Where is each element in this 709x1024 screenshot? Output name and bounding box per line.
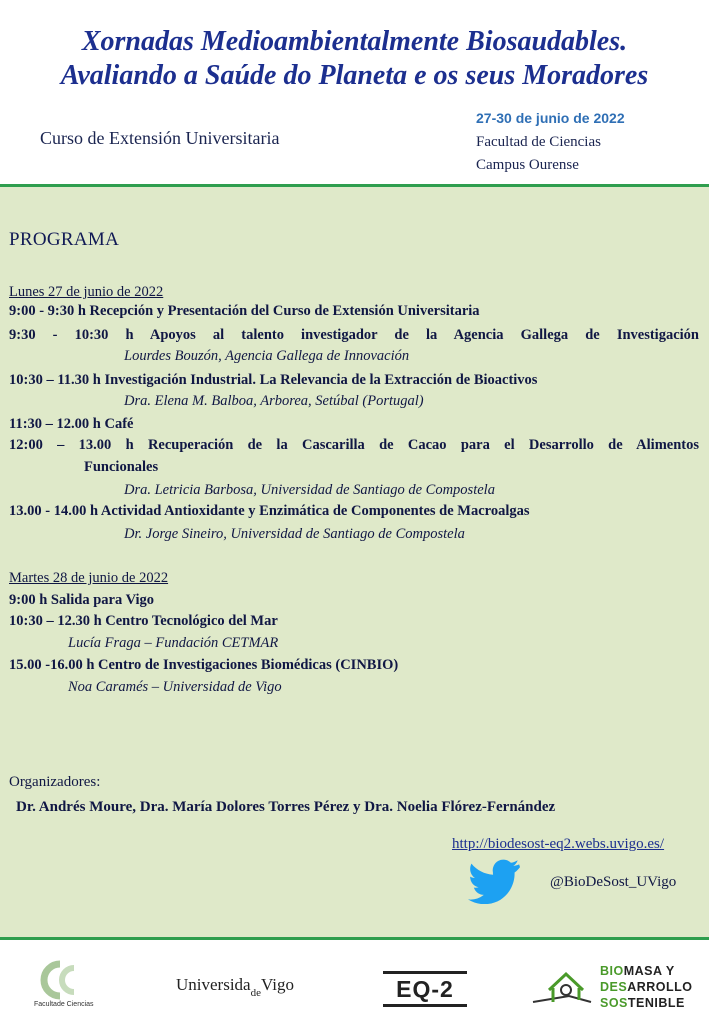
venue-line-2: Campus Ourense bbox=[476, 157, 579, 173]
tuesday-heading: Martes 28 de junio de 2022 bbox=[9, 570, 169, 586]
organizers-names: Dr. Andrés Moure, Dra. María Dolores Torres Pérez y Dra. Noelia Flórez-Fernández bbox=[16, 799, 556, 815]
tuesday-speaker-2: Lucía Fraga – Fundación CETMAR bbox=[68, 635, 279, 651]
faculty-logo-text: Facultade Ciencias bbox=[34, 1001, 94, 1008]
monday-item-2: 9:30 - 10:30 h Apoyos al talento investigador de la Agencia Gallega de Investigación bbox=[9, 327, 699, 343]
website-link[interactable]: http://biodesost-eq2.webs.uvigo.es/ bbox=[452, 836, 665, 852]
bottom-divider bbox=[0, 937, 709, 940]
tuesday-item-3: 15.00 -16.00 h Centro de Investigaciones Biomédicas (CINBIO) bbox=[9, 657, 399, 673]
biomasa-house-icon bbox=[529, 968, 599, 1011]
eq2-logo: EQ-2 bbox=[383, 971, 467, 1007]
monday-item-3: 10:30 – 11.30 h Investigación Industrial. La Relevancia de la Extracción de Bioactivos bbox=[9, 372, 538, 388]
biomasa-line-3: SOSTENIBLE bbox=[600, 996, 685, 1010]
monday-heading: Lunes 27 de junio de 2022 bbox=[9, 284, 164, 300]
monday-item-4: 11:30 – 12.00 h Café bbox=[9, 416, 134, 432]
monday-item-1: 9:00 - 9:30 h Recepción y Presentación del Curso de Extensión Universitaria bbox=[9, 303, 480, 319]
faculty-logo bbox=[38, 960, 84, 1005]
uvigo-logo: Universida$_{de}$Vigo bbox=[176, 975, 294, 999]
twitter-handle[interactable]: @BioDeSost_UVigo bbox=[550, 874, 677, 890]
event-title-line-1: Xornadas Medioambientalmente Biosaudables. bbox=[81, 26, 628, 57]
biomasa-line-1: BIOMASA Y bbox=[600, 964, 675, 978]
tuesday-speaker-3: Noa Caramés – Universidad de Vigo bbox=[68, 679, 282, 695]
event-title-line-2: Avaliando a Saúde do Planeta e os seus Moradores bbox=[60, 60, 649, 91]
monday-item-5: 12:00 – 13.00 h Recuperación de la Cascarilla de Cacao para el Desarrollo de Alimentos bbox=[9, 437, 699, 453]
monday-speaker-6: Dr. Jorge Sineiro, Universidad de Santiago de Compostela bbox=[124, 526, 465, 542]
monday-item-6: 13.00 - 14.00 h Actividad Antioxidante y Enzimática de Componentes de Macroalgas bbox=[9, 503, 530, 519]
monday-speaker-5: Dra. Letricia Barbosa, Universidad de Santiago de Compostela bbox=[124, 482, 495, 498]
monday-speaker-3: Dra. Elena M. Balboa, Arborea, Setúbal (Portugal) bbox=[124, 393, 424, 409]
monday-speaker-2: Lourdes Bouzón, Agencia Gallega de Innovación bbox=[124, 348, 410, 364]
program-heading: PROGRAMA bbox=[9, 229, 120, 250]
twitter-icon[interactable] bbox=[468, 858, 520, 909]
biomasa-line-2: DESARROLLO bbox=[600, 980, 693, 994]
tuesday-item-1: 9:00 h Salida para Vigo bbox=[9, 592, 155, 608]
monday-item-5-cont: Funcionales bbox=[84, 459, 159, 475]
event-dates: 27-30 de junio de 2022 bbox=[476, 110, 625, 126]
course-type: Curso de Extensión Universitaria bbox=[40, 128, 280, 148]
venue-line-1: Facultad de Ciencias bbox=[476, 134, 601, 150]
organizers-label: Organizadores: bbox=[9, 774, 101, 790]
tuesday-item-2: 10:30 – 12.30 h Centro Tecnológico del Mar bbox=[9, 613, 278, 629]
